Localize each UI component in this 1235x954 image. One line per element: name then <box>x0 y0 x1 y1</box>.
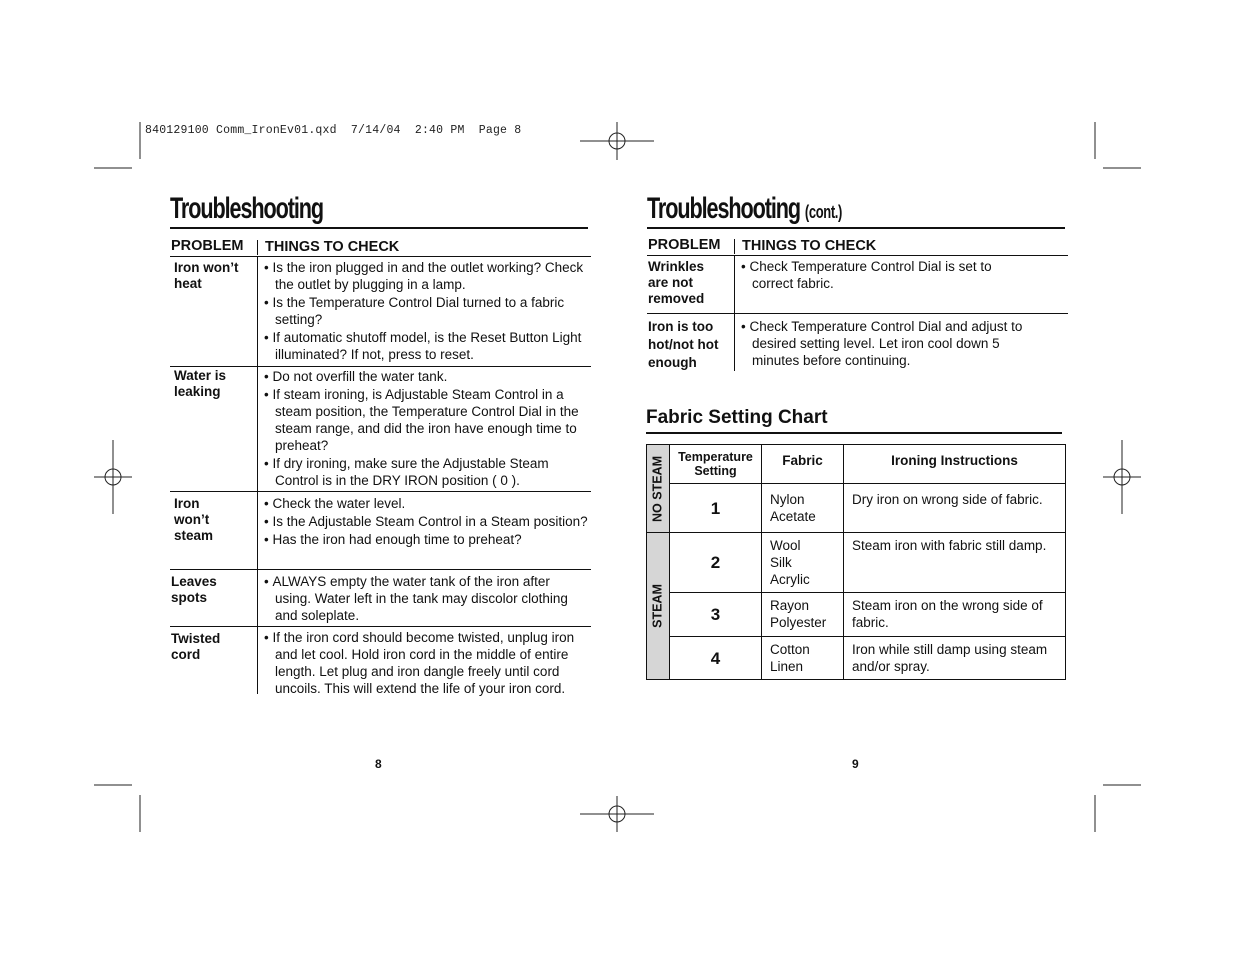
checks-twisted-cord <box>264 629 590 698</box>
checks-iron-temperature <box>741 318 1031 370</box>
problem-header: PROBLEM <box>171 238 244 254</box>
check-item: • Is the Temperature Control Dial turned to a fabric setting? <box>264 294 588 328</box>
problem-iron-wont-steam: Iron won’t steam <box>174 496 214 543</box>
check-item: • If steam ironing, is Adjustable Steam Control in a steam position, the Temperature Control Dial in the steam range, and did the iron have enough time to preheat? <box>264 386 590 454</box>
instruction-cell: Iron while still damp using steam and/or spray. <box>844 637 1066 680</box>
title-text: Troubleshooting <box>647 192 800 225</box>
instruction-cell: Steam iron on the wrong side of fabric. <box>844 593 1066 637</box>
row-divider <box>647 313 1068 314</box>
check-item: • If the iron cord should become twisted, unplug iron and let cool. Hold iron cord in the middle of entire length. Let plug and iron dangle freely until cord uncoils. This will extend the life of your iron cord. <box>264 629 590 697</box>
check-item: • Check Temperature Control Dial and adjust to desired setting level. Let iron cool down 5 minutes before continuing. <box>741 318 1031 369</box>
setting-number: 4 <box>670 637 762 680</box>
problem-iron-wont-heat: Iron won’t heat <box>174 260 239 291</box>
header-rule <box>170 256 591 257</box>
page-title: Troubleshooting <box>170 192 323 225</box>
table-row <box>647 533 1066 593</box>
chart-title-rule <box>646 432 1062 434</box>
checks-wrinkles <box>741 258 1003 293</box>
check-item: • If automatic shutoff model, is the Reset Button Light illuminated? If not, press to reset. <box>264 329 588 363</box>
checks-water-leaking <box>264 368 590 490</box>
things-to-check-header: THINGS TO CHECK <box>742 238 877 254</box>
fabric-chart-title: Fabric Setting Chart <box>646 407 828 428</box>
table-row <box>647 484 1066 533</box>
row-divider <box>170 366 591 367</box>
things-to-check-header: THINGS TO CHECK <box>265 239 400 255</box>
col-header-temperature: Temperature Setting <box>670 445 762 484</box>
side-label-steam: STEAM <box>647 533 670 680</box>
title-rule <box>647 227 1065 229</box>
file-slug: 840129100 Comm_IronEv01.qxd 7/14/04 2:40 PM Page 8 <box>145 124 522 137</box>
col-header-fabric: Fabric <box>762 445 844 484</box>
fabric-cell: Cotton Linen <box>762 637 844 680</box>
fabric-setting-table <box>646 444 1066 680</box>
checks-leaves-spots <box>264 573 568 625</box>
setting-number: 1 <box>670 484 762 533</box>
fabric-cell: Rayon Polyester <box>762 593 844 637</box>
row-divider <box>170 569 591 570</box>
check-item: • Has the iron had enough time to preheat? <box>264 531 588 548</box>
header-divider <box>257 240 258 255</box>
check-item: • Do not overfill the water tank. <box>264 368 590 385</box>
problem-iron-temperature: Iron is too hot/not hot enough <box>648 319 719 370</box>
problem-wrinkles: Wrinkles are not removed <box>648 259 705 306</box>
check-item: • Is the iron plugged in and the outlet working? Check the outlet by plugging in a lamp. <box>264 259 588 293</box>
check-item: • If dry ironing, make sure the Adjustable Steam Control is in the DRY IRON position ( 0 ). <box>264 455 590 489</box>
title-rule <box>170 227 588 229</box>
header-rule <box>647 255 1068 256</box>
problem-water-leaking: Water is leaking <box>174 368 227 399</box>
page-number: 9 <box>852 757 859 771</box>
problem-header: PROBLEM <box>648 237 721 253</box>
setting-number: 2 <box>670 533 762 593</box>
problem-leaves-spots: Leaves spots <box>171 574 217 605</box>
header-divider <box>734 239 735 254</box>
instruction-cell: Dry iron on wrong side of fabric. <box>844 484 1066 533</box>
fabric-cell: Wool Silk Acrylic <box>762 533 844 593</box>
setting-number: 3 <box>670 593 762 637</box>
instruction-cell: Steam iron with fabric still damp. <box>844 533 1066 593</box>
table-header-row <box>647 445 1066 484</box>
column-divider <box>257 256 258 694</box>
checks-iron-wont-heat <box>264 259 588 364</box>
page-title-cont <box>647 192 842 226</box>
check-item: • ALWAYS empty the water tank of the iron after using. Water left in the tank may discolor clothing and soleplate. <box>264 573 568 624</box>
problem-twisted-cord: Twisted cord <box>171 631 221 662</box>
check-item: • Check the water level. <box>264 495 588 512</box>
check-item: • Check Temperature Control Dial is set to correct fabric. <box>741 258 1003 292</box>
table-row <box>647 593 1066 637</box>
checks-iron-wont-steam <box>264 495 588 549</box>
page-number: 8 <box>375 757 382 771</box>
table-row <box>647 637 1066 680</box>
row-divider <box>170 491 591 492</box>
row-divider <box>170 626 591 627</box>
check-item: • Is the Adjustable Steam Control in a Steam position? <box>264 513 588 530</box>
title-suffix: (cont.) <box>804 202 842 222</box>
col-header-instructions: Ironing Instructions <box>844 445 1066 484</box>
fabric-cell: Nylon Acetate <box>762 484 844 533</box>
side-label-no-steam: NO STEAM <box>647 445 670 533</box>
